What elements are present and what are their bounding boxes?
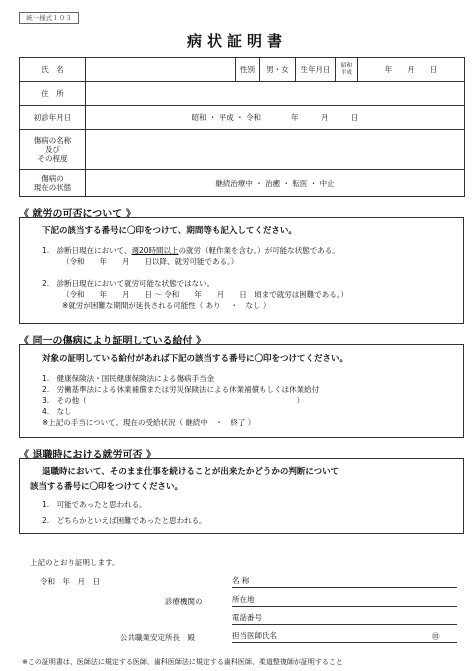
doctor-name-label: 担当医師氏名 bbox=[232, 631, 277, 640]
retirement-option-1[interactable]: 1. 可能であったと思われる。 bbox=[42, 500, 147, 509]
section-retirement-lead-2: 該当する番号に〇印をつけてください。 bbox=[30, 482, 184, 492]
birth-label: 生年月日 bbox=[296, 58, 336, 82]
page-title: 病状証明書 bbox=[186, 32, 287, 50]
certification-statement: 上記のとおり証明します。 bbox=[30, 558, 120, 567]
benefit-note: ※上記の手当について、現在の受給状況（ 継続中 ・ 終了 ） bbox=[42, 418, 256, 427]
retirement-option-2[interactable]: 2. どちらかといえば困難であったと思われる。 bbox=[42, 516, 207, 525]
first-visit-label: 初診年月日 bbox=[20, 106, 86, 130]
section-work-ability-heading: 《 就労の可否について 》 bbox=[19, 209, 136, 220]
status-options[interactable]: 継続治療中 ・ 治癒 ・ 転医 ・ 中止 bbox=[86, 170, 465, 197]
facility-phone-label: 電話番号 bbox=[232, 613, 262, 622]
section-benefits-lead: 対象の証明している給付があれば下記の該当する番号に〇印をつけてください。 bbox=[42, 354, 349, 364]
patient-info-table bbox=[19, 57, 465, 197]
benefit-option-3[interactable]: 3. その他（ ） bbox=[42, 396, 305, 405]
work-option-1-line1[interactable]: 1. 診断日現在において、週20時間以上の就労（軽作業を含む。）が可能な状態である。 bbox=[42, 246, 340, 255]
section-benefits-heading: 《 同一の傷病により証明している給付 》 bbox=[19, 336, 206, 347]
form-id-box: 統一様式１０３ bbox=[19, 12, 79, 24]
disease-label: 傷病の名称 及び その程度 bbox=[20, 130, 86, 170]
address-label: 住 所 bbox=[20, 82, 86, 106]
work-option-2-line2: （令和 年 月 日 ～ 令和 年 月 日 頃まで就労は困難である。） bbox=[62, 290, 349, 299]
benefit-option-2[interactable]: 2. 労働基準法による休業補償または労災保険法による休業補償もしくは休業給付 bbox=[42, 385, 320, 394]
benefit-option-1[interactable]: 1. 健康保険法・国民健康保険法による傷病手当金 bbox=[42, 374, 215, 383]
section-work-ability-lead: 下記の該当する番号に〇印をつけて、期間等も記入してください。 bbox=[42, 226, 297, 236]
address-field[interactable] bbox=[86, 82, 465, 106]
name-label: 氏 名 bbox=[20, 58, 86, 82]
sex-options[interactable]: 男・女 bbox=[260, 58, 296, 82]
seal-mark: ㊞ bbox=[432, 632, 440, 641]
birth-era[interactable]: 昭和 平成 bbox=[336, 58, 358, 82]
footnote: ※この証明書は、医師法に規定する医師、歯科医師法に規定する歯科医師、柔道整復師が証明すること bbox=[22, 658, 343, 666]
facility-label: 診療機関の bbox=[165, 597, 203, 606]
name-field[interactable] bbox=[86, 58, 236, 82]
facility-phone-field[interactable] bbox=[232, 612, 457, 625]
work-option-2-line1[interactable]: 2. 診断日現在において就労可能な状態ではない。 bbox=[42, 279, 215, 288]
section-retirement-heading: 《 退職時における就労可否 》 bbox=[19, 450, 156, 461]
work-option-2-line3: ※就労が困難な期間が延長される可能性（ あり ・ なし ） bbox=[62, 301, 271, 310]
doctor-name-field[interactable] bbox=[232, 630, 457, 643]
addressee: 公共職業安定所長 殿 bbox=[120, 633, 195, 642]
disease-field[interactable] bbox=[86, 130, 465, 170]
sex-label: 性別 bbox=[236, 58, 260, 82]
first-visit-field[interactable]: 昭和 ・ 平成 ・ 令和 年 月 日 bbox=[86, 106, 465, 130]
birth-date-field[interactable]: 年 月 日 bbox=[358, 58, 465, 82]
status-label: 傷病の 現在の状態 bbox=[20, 170, 86, 197]
facility-name-field[interactable] bbox=[232, 575, 457, 588]
facility-address-label: 所在地 bbox=[232, 595, 255, 604]
facility-address-field[interactable] bbox=[232, 594, 457, 607]
benefit-option-4[interactable]: 4. なし bbox=[42, 407, 72, 416]
section-retirement-lead-1: 退職時において、そのまま仕事を続けることが出来たかどうかの判断について bbox=[42, 467, 340, 477]
certification-date[interactable]: 令和 年 月 日 bbox=[40, 577, 100, 586]
facility-name-label: 名 称 bbox=[232, 576, 250, 585]
work-option-1-line2: （令和 年 月 日以降、就労可能である。） bbox=[62, 257, 239, 266]
